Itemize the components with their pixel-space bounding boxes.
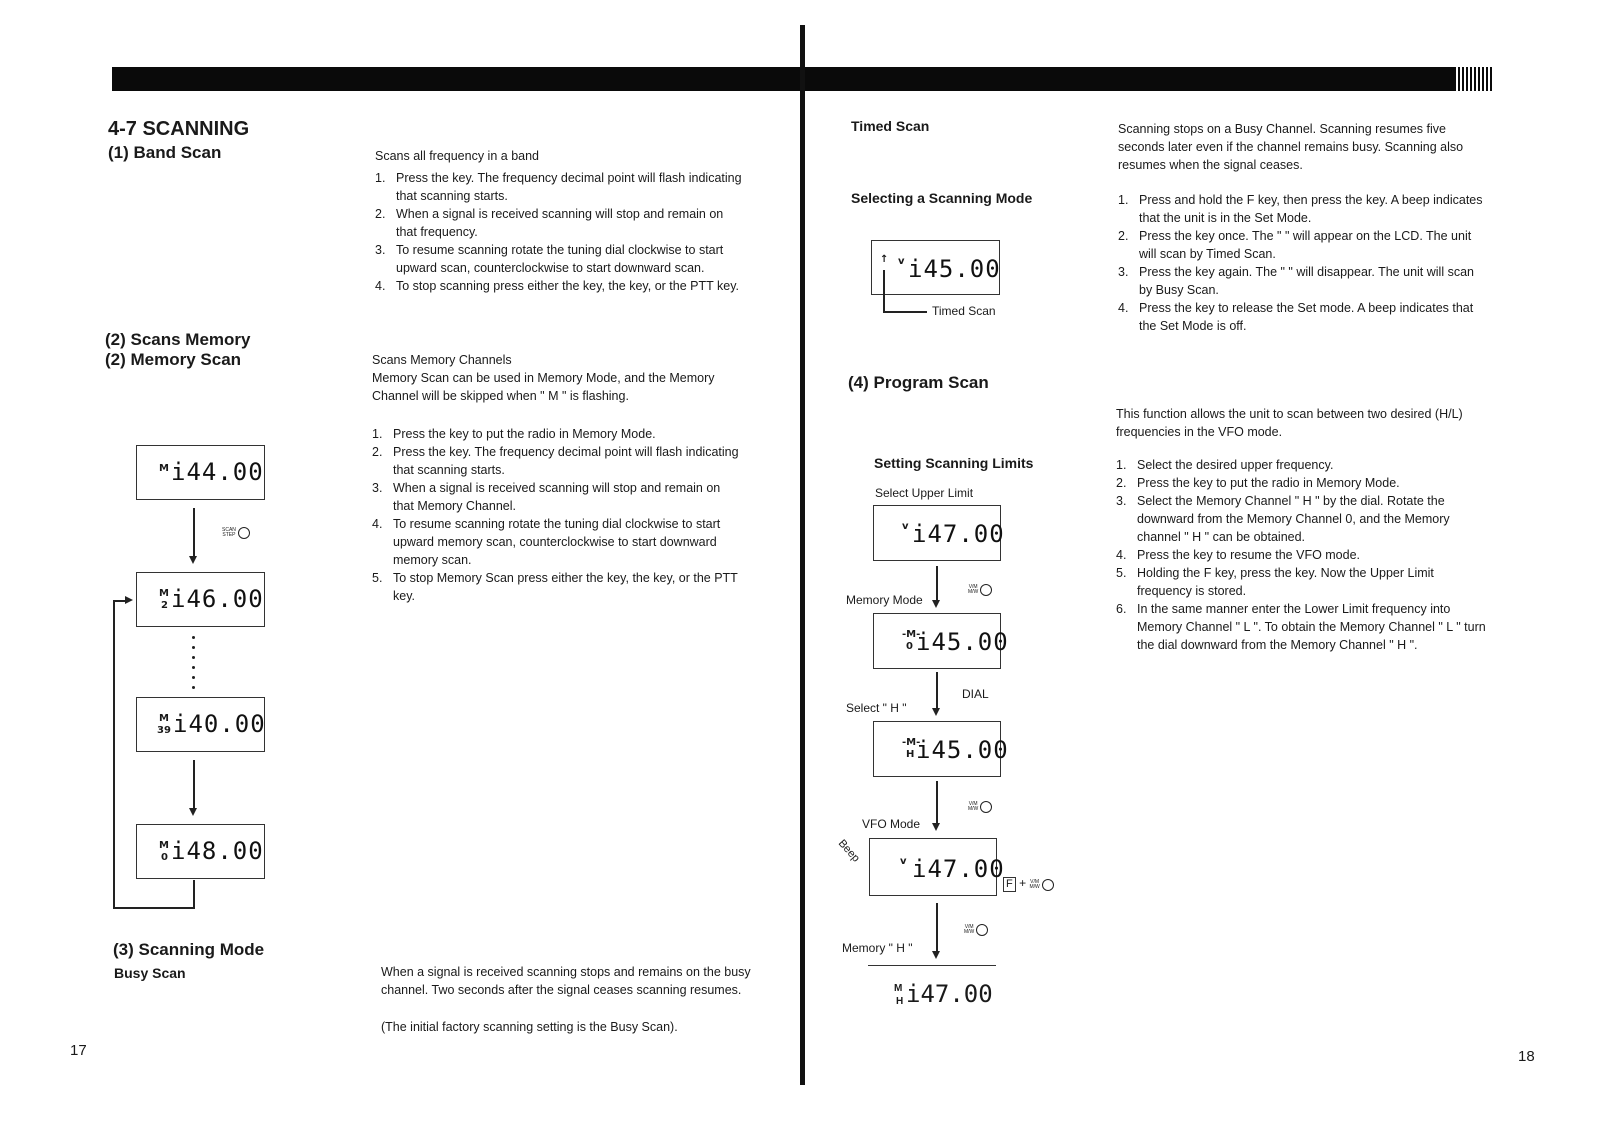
flow-line: [936, 781, 938, 825]
list-item: 1. Press the key to put the radio in Memory Mode.: [372, 427, 656, 441]
f-key-icon: F: [1003, 877, 1016, 892]
select-upper-label: Select Upper Limit: [875, 486, 974, 500]
band-scan-steps: [375, 169, 747, 295]
loop-line: [113, 907, 195, 909]
section-title: 4-7 SCANNING: [108, 118, 250, 140]
selecting-mode-steps: [1118, 191, 1490, 335]
list-item: 6. In the same manner enter the Lower Limit frequency into Memory Channel " L ". To obtain the Memory Channel " L " turn the dial downward from the Memory Channel " H ".: [1116, 602, 1486, 652]
timed-scan-label: Timed Scan: [851, 118, 930, 134]
vm-mw-key-icon: V/M M/W: [968, 798, 992, 816]
continuation-dot: [192, 676, 195, 679]
list-item: 3. When a signal is received scanning will stop and remain on that Memory Channel.: [372, 481, 721, 513]
caption-line: [883, 270, 885, 312]
continuation-dot: [192, 656, 195, 659]
memory-scan-intro-1: Scans Memory Channels: [372, 353, 512, 367]
continuation-dot: [192, 646, 195, 649]
memory-scan-steps: [372, 425, 744, 605]
list-item: 4. Press the key to release the Set mode. A beep indicates that the Set Mode is off.: [1118, 301, 1474, 333]
lcd-frequency: i45.00: [916, 736, 1009, 764]
dial-label: DIAL: [962, 687, 989, 701]
program-scan-intro: This function allows the unit to scan between two desired (H/L) frequencies in the VFO mode.: [1116, 407, 1463, 439]
channel-number: 0: [161, 852, 168, 863]
band-scan-heading: (1) Band Scan: [108, 143, 222, 162]
list-item: 4. Press the key to resume the VFO mode.: [1116, 548, 1361, 562]
lcd-frequency: i44.00: [171, 458, 264, 486]
memory-scan-heading-b: (2) Memory Scan: [105, 350, 242, 369]
arrow-right-icon: [125, 596, 133, 604]
list-item: 4. To resume scanning rotate the tuning dial clockwise to start upward memory scan, counterclockwise to start downward memory scan.: [372, 517, 721, 567]
flow-line: [936, 903, 938, 953]
barcode-mark: [1456, 67, 1492, 91]
lcd-frequency: i46.00: [171, 585, 264, 613]
memory-indicator: M: [159, 713, 169, 724]
flow-line: [936, 566, 938, 602]
memory-indicator: M: [159, 840, 169, 851]
lcd-display: [136, 572, 265, 627]
list-item: 3. To resume scanning rotate the tuning dial clockwise to start upward scan, counterclockwise to start downward scan.: [375, 243, 724, 275]
memory-h-label: Memory " H ": [842, 941, 913, 955]
channel-number: 0: [906, 641, 913, 652]
timed-scan-caption: Timed Scan: [932, 304, 996, 318]
vfo-mode-label: VFO Mode: [862, 817, 921, 831]
memory-mode-label: Memory Mode: [846, 593, 923, 607]
lcd-frequency: i45.00: [908, 255, 1001, 283]
lcd-display: [136, 445, 265, 500]
caption-line: [883, 311, 927, 313]
memory-scan-intro-2: Memory Scan can be used in Memory Mode, and the Memory Channel will be skipped when " M " is flashing.: [372, 371, 715, 403]
lcd-frequency: i48.00: [171, 837, 264, 865]
vm-mw-key-icon: V/M M/W: [964, 921, 988, 939]
list-item: 1. Press the key. The frequency decimal point will flash indicating that scanning starts.: [375, 171, 742, 203]
select-h-label: Select " H ": [846, 701, 907, 715]
page-spine: [800, 25, 805, 1085]
list-item: 5. To stop Memory Scan press either the key, the key, or the PTT key.: [372, 571, 738, 603]
program-scan-heading: (4) Program Scan: [848, 373, 989, 392]
loop-line: [193, 880, 195, 908]
vm-mw-key-icon: V/M M/W: [968, 581, 992, 599]
lcd-display: [136, 697, 265, 752]
page-number-left: 17: [70, 1042, 87, 1059]
beep-label: Beep: [835, 837, 862, 865]
list-item: 3. Press the key again. The " " will disappear. The unit will scan by Busy Scan.: [1118, 265, 1474, 297]
list-item: 1. Select the desired upper frequency.: [1116, 458, 1334, 472]
lcd-display: [136, 824, 265, 879]
vfo-indicator: v: [902, 521, 909, 532]
scanning-mode-heading: (3) Scanning Mode: [113, 940, 265, 959]
list-item: 4. To stop scanning press either the key, the key, or the PTT key.: [375, 279, 739, 293]
lcd-frequency: i40.00: [173, 710, 266, 738]
memory-scan-heading-a: (2) Scans Memory: [105, 330, 251, 349]
channel-number: 39: [157, 725, 171, 736]
lcd-frequency: i47.00: [912, 855, 1005, 883]
selecting-mode-label: Selecting a Scanning Mode: [851, 190, 1033, 206]
lcd-display: [869, 838, 1005, 896]
flow-line: [193, 760, 195, 810]
vfo-indicator: v: [900, 856, 907, 867]
list-item: 2. Press the key once. The " " will appear on the LCD. The unit will scan by Timed Scan.: [1118, 229, 1472, 261]
program-scan-steps: [1116, 456, 1490, 654]
lcd-frequency: i47.00: [906, 980, 993, 1008]
memory-indicator: M: [159, 463, 169, 474]
busy-scan-note: (The initial factory scanning setting is the Busy Scan).: [381, 1020, 678, 1034]
lcd-display: [873, 613, 1009, 669]
vfo-indicator: v: [898, 256, 905, 267]
arrow-down-icon: [932, 823, 940, 831]
timed-scan-indicator-icon: ↑: [880, 254, 889, 265]
f-plus-key-combo: F + V/M M/W: [1003, 876, 1054, 892]
list-item: 1. Press and hold the F key, then press the key. A beep indicates that the unit is in the Set Mode.: [1118, 193, 1483, 225]
lcd-display: [873, 721, 1009, 777]
arrow-down-icon: [932, 708, 940, 716]
band-scan-intro: Scans all frequency in a band: [375, 149, 539, 163]
loop-line: [113, 600, 115, 908]
busy-scan-label: Busy Scan: [114, 965, 186, 981]
page-number-right: 18: [1518, 1048, 1535, 1065]
lcd-frequency: i45.00: [916, 628, 1009, 656]
arrow-down-icon: [932, 600, 940, 608]
channel-number: H: [906, 749, 915, 760]
continuation-dot: [192, 686, 195, 689]
flow-line: [193, 508, 195, 558]
channel-number: H: [896, 996, 904, 1007]
list-item: 2. When a signal is received scanning will stop and remain on that frequency.: [375, 207, 724, 239]
arrow-down-icon: [189, 808, 197, 816]
lcd-display: [868, 965, 996, 1020]
lcd-display: [873, 505, 1005, 561]
busy-scan-text: When a signal is received scanning stops and remains on the busy channel. Two seconds after the signal ceases scanning resumes.: [381, 965, 751, 997]
memory-indicator-flashing: -M-: [902, 737, 921, 748]
list-item: 2. Press the key to put the radio in Memory Mode.: [1116, 476, 1400, 490]
arrow-down-icon: [189, 556, 197, 564]
flow-line: [936, 672, 938, 710]
channel-number: 2: [161, 600, 168, 611]
continuation-dot: [192, 636, 195, 639]
memory-indicator: M: [894, 983, 903, 994]
list-item: 3. Select the Memory Channel " H " by the dial. Rotate the downward from the Memory Channel 0, and the Memory channel " H " can be obtained.: [1116, 494, 1450, 544]
lcd-display: [871, 240, 1000, 295]
scan-step-key-icon: SCAN STEP: [222, 524, 250, 542]
timed-scan-text: Scanning stops on a Busy Channel. Scanning resumes five seconds later even if the channel remains busy. Scanning also resumes when the signal ceases.: [1118, 122, 1464, 172]
vm-mw-key-icon: V/M M/W: [1029, 877, 1053, 891]
list-item: 5. Holding the F key, press the key. Now the Upper Limit frequency is stored.: [1116, 566, 1434, 598]
arrow-down-icon: [932, 951, 940, 959]
setting-limits-label: Setting Scanning Limits: [874, 455, 1034, 471]
memory-indicator-flashing: -M-: [902, 629, 921, 640]
continuation-dot: [192, 666, 195, 669]
list-item: 2. Press the key. The frequency decimal point will flash indicating that scanning starts.: [372, 445, 739, 477]
lcd-frequency: i47.00: [912, 520, 1005, 548]
memory-indicator: M: [159, 588, 169, 599]
